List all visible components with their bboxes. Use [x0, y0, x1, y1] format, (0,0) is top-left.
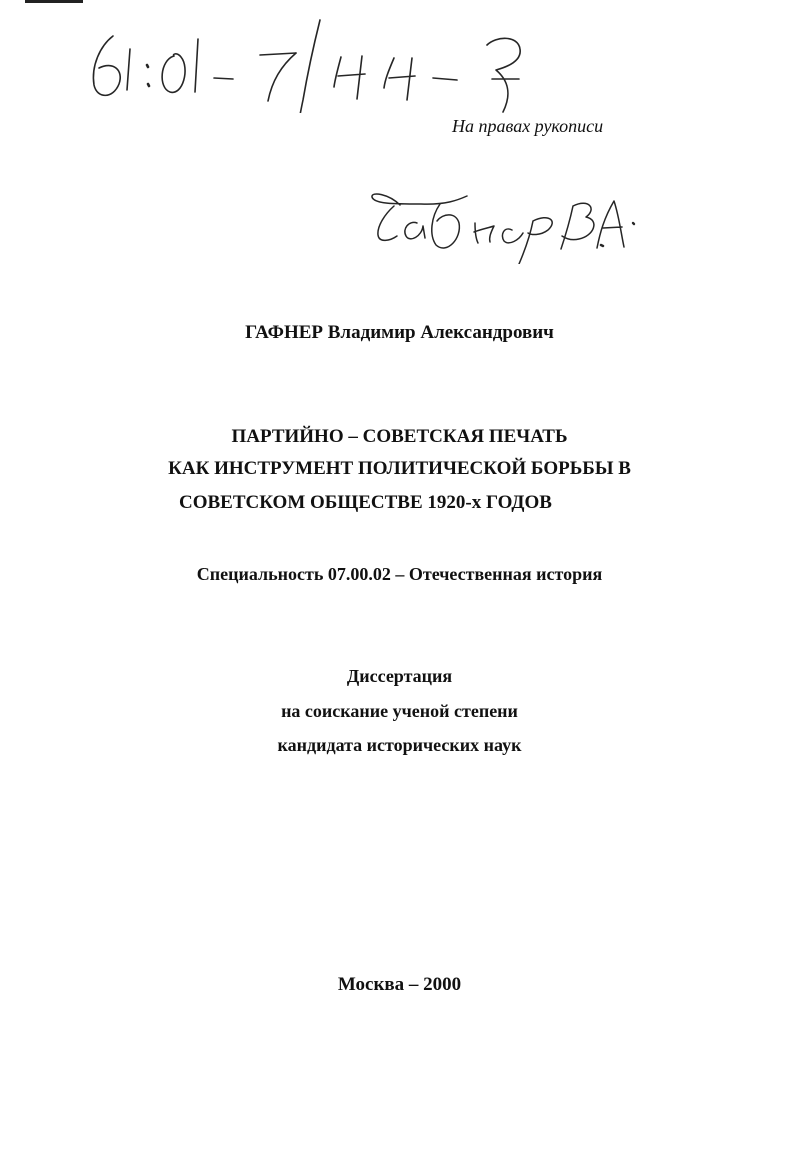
handwritten-registration-code	[82, 18, 532, 113]
work-type-line-3: кандидата исторических наук	[277, 735, 522, 755]
manuscript-rights-note: На правах рукописи	[452, 116, 604, 136]
author-signature	[368, 178, 636, 264]
city-and-year: Москва – 2000	[337, 974, 462, 995]
scan-mark	[25, 0, 83, 3]
title-line-1: ПАРТИЙНО – СОВЕТСКАЯ ПЕЧАТЬ	[231, 426, 568, 447]
work-type-line-1: Диссертация	[346, 666, 453, 686]
author-name: ГАФНЕР Владимир Александрович	[245, 322, 554, 343]
work-type-line-2: на соискание ученой степени	[281, 701, 518, 721]
specialty-line: Специальность 07.00.02 – Отечественная история	[196, 564, 603, 584]
title-line-2: КАК ИНСТРУМЕНТ ПОЛИТИЧЕСКОЙ БОРЬБЫ В	[168, 458, 631, 479]
title-line-3: СОВЕТСКОМ ОБЩЕСТВЕ 1920-х ГОДОВ	[179, 492, 552, 513]
